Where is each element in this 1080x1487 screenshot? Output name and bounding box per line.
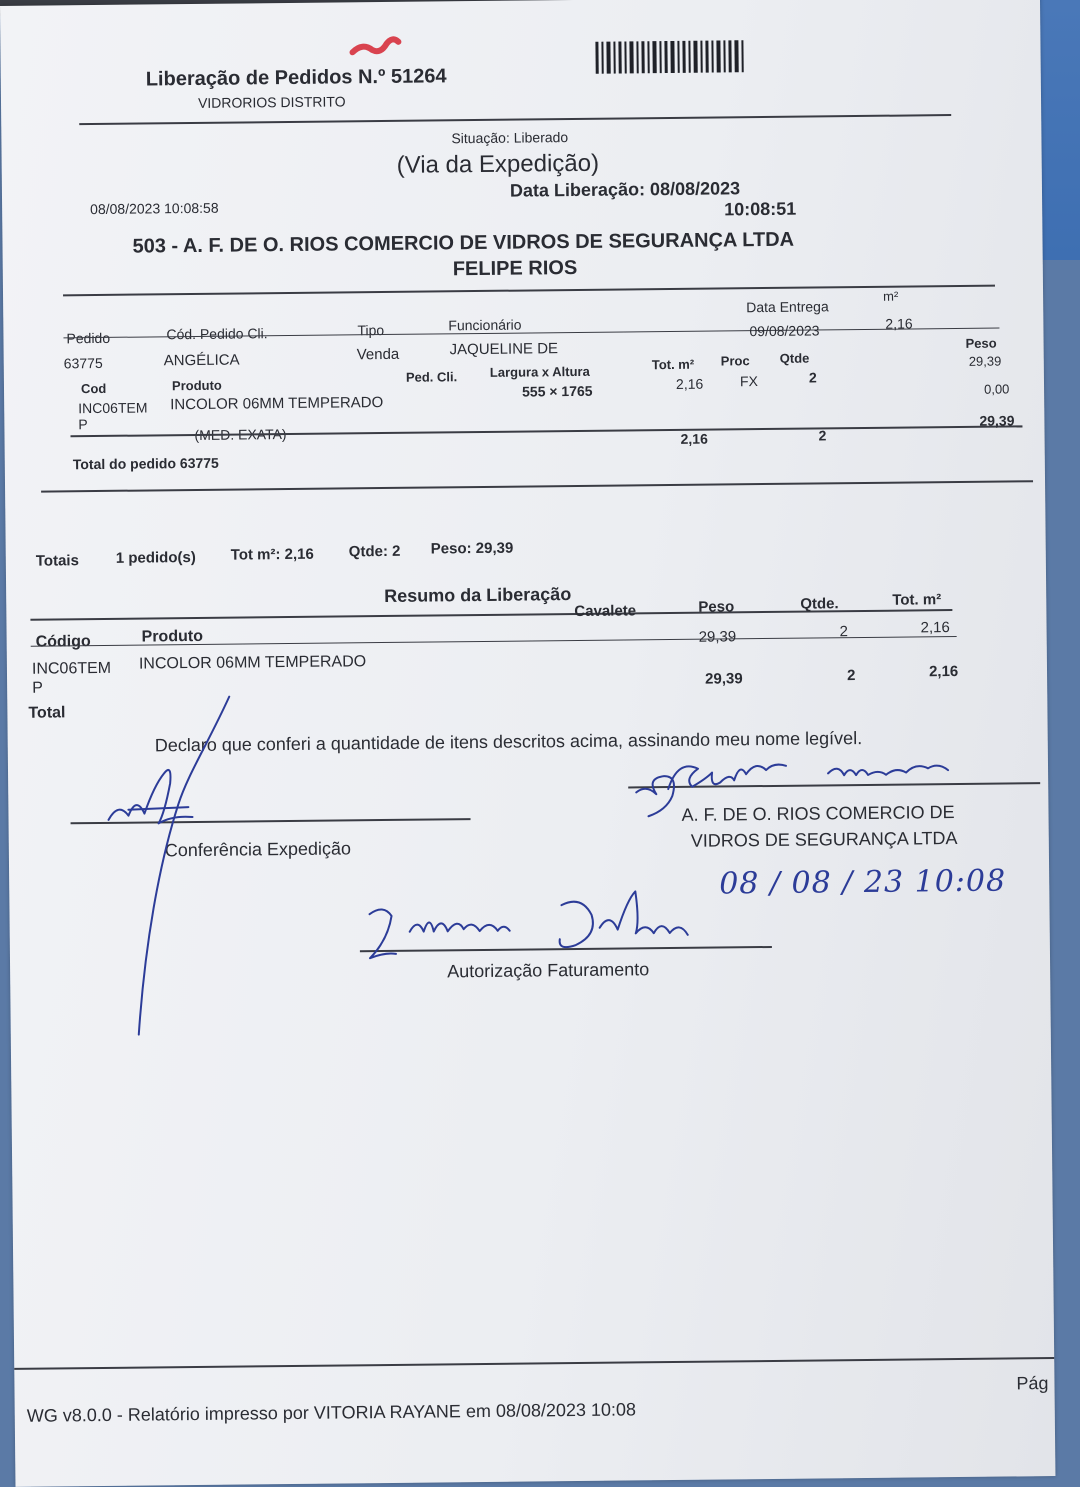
handwritten-date: 08 / 08 / 23 10:08 <box>719 863 1007 902</box>
release-date: Data Liberação: 08/08/2023 <box>509 178 741 201</box>
totais-qtde: Qtde: 2 <box>348 542 401 561</box>
resumo-codigo-suffix: P <box>32 679 43 697</box>
col-qtde: Qtde <box>779 350 810 366</box>
totais-tot-m2: Tot m²: 2,16 <box>230 545 314 564</box>
totais-pedidos: 1 pedido(s) <box>115 548 196 567</box>
footer-text: WG v8.0.0 - Relatório impresso por VITORIA RAYANE em 08/08/2023 10:08 <box>26 1399 637 1426</box>
order-total-m2: 2,16 <box>680 430 708 447</box>
empresa-line2: VIDROS DE SEGURANÇA LTDA <box>690 828 958 851</box>
item-tot-m2: 2,16 <box>675 375 704 392</box>
declaration-text: Declaro que conferi a quantidade de itens descritos acima, assinando meu nome legível. <box>154 728 863 756</box>
via-label: (Via da Expedição) <box>396 149 600 179</box>
company-name: VIDRORIOS DISTRITO <box>197 93 346 111</box>
document-title: Liberação de Pedidos N.º 51264 <box>145 65 447 91</box>
col-funcionario: Funcionário <box>448 316 522 334</box>
resumo-total-tot-m2: 2,16 <box>928 663 959 681</box>
col-tot-m2: Tot. m² <box>651 356 695 373</box>
resumo-total-peso: 29,39 <box>704 670 743 688</box>
totais-label: Totais <box>35 552 79 570</box>
resumo-total-qtde: 2 <box>846 667 856 685</box>
peso-total-value: 29,39 <box>968 353 1002 369</box>
resumo-col-peso: Peso <box>698 598 735 616</box>
order-total-qtde: 2 <box>818 427 827 444</box>
pedido-number: 63775 <box>63 354 103 372</box>
col-pedido: Pedido <box>66 329 111 347</box>
item-dimensions: 555 × 1765 <box>521 382 593 400</box>
col-m2: m² <box>883 288 899 304</box>
item-produto: INCOLOR 06MM TEMPERADO <box>170 394 384 414</box>
resumo-col-codigo: Código <box>35 633 91 651</box>
empresa-line1: A. F. DE O. RIOS COMERCIO DE <box>681 802 955 825</box>
m2-value: 2,16 <box>885 315 913 332</box>
item-proc: FX <box>739 373 758 390</box>
item-qtde: 2 <box>808 369 817 386</box>
page-label: Pág <box>1016 1373 1049 1394</box>
data-entrega-value: 09/08/2023 <box>749 322 820 340</box>
resumo-title: Resumo da Liberação <box>384 584 572 607</box>
item-cod: INC06TEM <box>78 399 148 417</box>
release-time: 10:08:51 <box>724 198 797 220</box>
col-cod: Cod <box>80 380 107 397</box>
totais-peso: Peso: 29,39 <box>430 539 514 558</box>
order-total-peso: 29,39 <box>979 412 1015 429</box>
cod-pedido-cli-value: ANGÉLICA <box>163 351 240 370</box>
resumo-codigo: INC06TEM <box>31 659 112 678</box>
col-data-entrega: Data Entrega <box>746 298 829 316</box>
resumo-col-qtde: Qtde. <box>800 595 839 613</box>
resumo-peso: 29,39 <box>698 628 737 646</box>
resumo-col-produto: Produto <box>141 627 204 646</box>
col-largura-altura: Largura x Altura <box>489 363 590 380</box>
client-name: 503 - A. F. DE O. RIOS COMERCIO DE VIDROS DE SEGURANÇA LTDA <box>132 228 795 258</box>
autorizacao-label: Autorização Faturamento <box>447 959 650 982</box>
tipo-value: Venda <box>356 345 400 364</box>
resumo-col-cavalete: Cavalete <box>574 602 637 621</box>
conferencia-label: Conferência Expedição <box>164 838 352 861</box>
col-ped-cli: Ped. Cli. <box>405 369 458 385</box>
col-produto: Produto <box>171 377 222 394</box>
col-tipo: Tipo <box>357 321 385 339</box>
resumo-qtde: 2 <box>839 623 849 641</box>
print-datetime: 08/08/2023 10:08:58 <box>90 199 219 218</box>
resumo-produto: INCOLOR 06MM TEMPERADO <box>138 653 367 673</box>
col-cod-pedido-cli: Cód. Pedido Cli. <box>166 325 268 343</box>
resumo-total-label: Total <box>28 704 66 722</box>
order-total-label: Total do pedido 63775 <box>72 454 219 473</box>
resumo-tot-m2: 2,16 <box>920 619 950 637</box>
client-contact: FELIPE RIOS <box>452 256 578 281</box>
funcionario-value: JAQUELINE DE <box>449 340 559 359</box>
item-cod-suffix: P <box>78 416 88 433</box>
col-peso: Peso <box>965 335 997 351</box>
resumo-col-tot-m2: Tot. m² <box>892 591 942 609</box>
col-proc: Proc <box>720 353 750 369</box>
item-peso-extra: 0,00 <box>983 381 1010 397</box>
status-text: Situação: Liberado <box>451 129 569 147</box>
